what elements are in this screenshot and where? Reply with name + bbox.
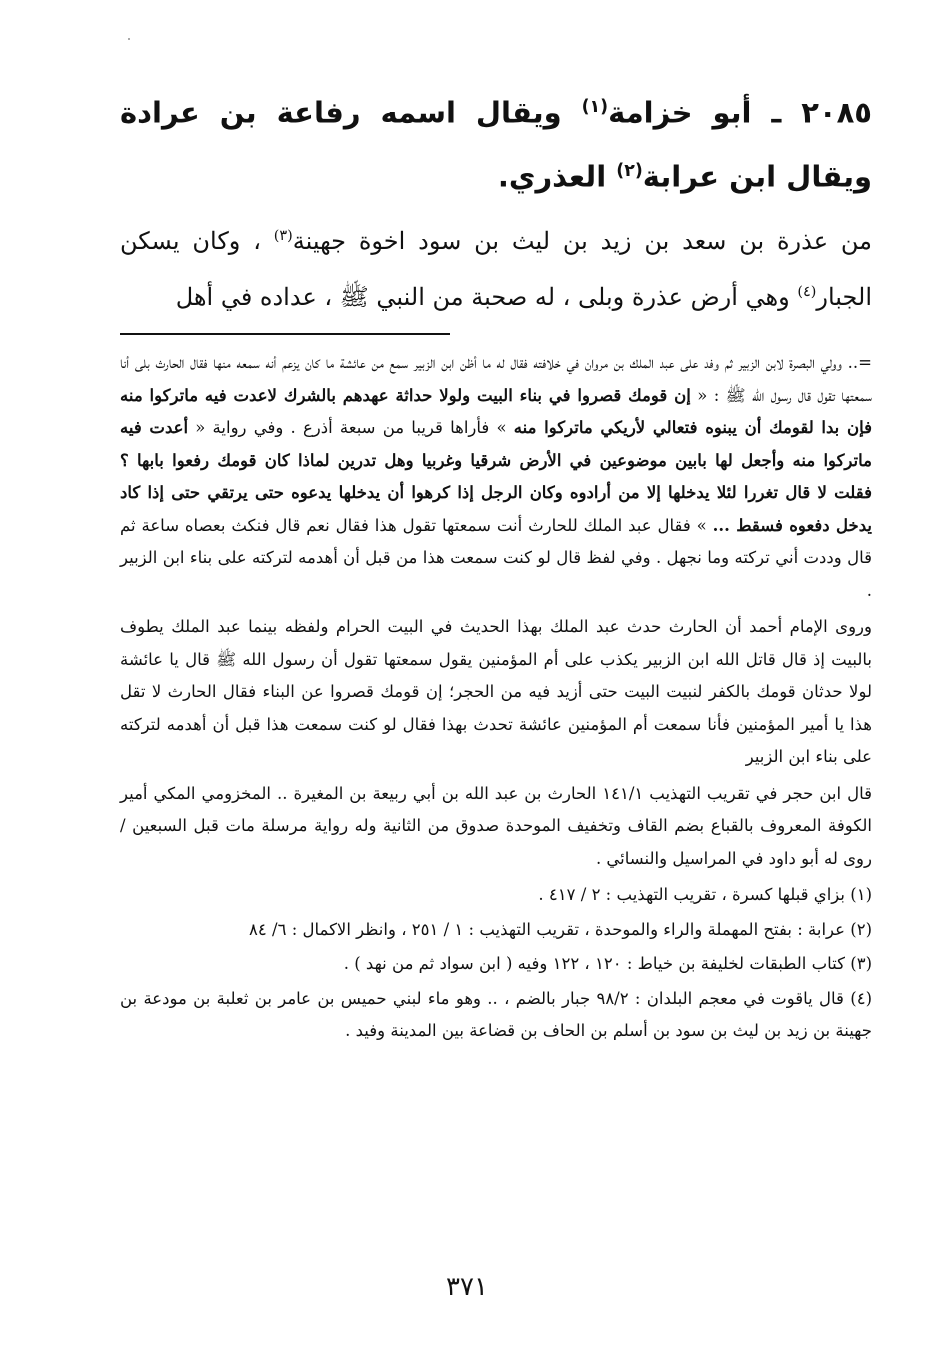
entry-body [120,211,872,323]
footnote-3: (٣) كتاب الطبقات لخليفة بن خياط : ١٢٠ ، ١٢٢ وفيه ( ابن سواد ثم من نهد ) . [343,954,872,974]
note-tail: » فقال عبد الملك للحارث أنت سمعتها تقول هذا فقال نعم قال فنكث بعصاه ساعة ثم قال وددت أني تركته وما نجهل . وفي لفظ قال لو كنت سمعت هذا من قبل أن أهدمه لتركته على بناء ابن الزبير . [120,515,872,600]
ibn-hajar-note: قال ابن حجر في تقريب التهذيب ١٤١/١ الحارث بن عبد الله بن أبي ربيعة بن المغيرة .. المخزومي المكي أمير الكوفة المعروف بالقباع بضم القاف وتخفيف الموحدة صدوق من الثانية وله رواية مرسلة مات قبل السبعين / روى له أبو داود في المراسيل والنسائي . [120,783,872,868]
footnote-2: (٢) عرابة : بفتح المهملة والراء والموحدة ، تقريب التهذيب : ١ / ٢٥١ ، وانظر الاكمال : ٦/ ٨٤ [249,919,872,939]
body-part-b: ، وكان يسكن الجبار [120,227,872,312]
footnote-1: (١) بزاي قبلها كسرة ، تقريب التهذيب : ٢ / ٤١٧ . [538,885,872,905]
footnote-4: (٤) قال ياقوت في معجم البلدان : ٩٨/٢ جبار بالضم ، .. وهو ماء لبني حميس بن عامر بن ثعلبة بن مودعة بن جهينة بن زيد بن ليث بن سود بن أسلم بن الحاف بن قضاعة بين المدينة وفيد . [120,988,872,1041]
footnote-divider [120,333,450,335]
page-body [120,78,872,1050]
entry-heading [120,78,872,205]
heading-part-b: ويقال اسمه رفاعة بن عرادة ويقال ابن عرابة [120,95,872,194]
note-mid: » فأراها قريبا من سبعة أذرع . وفي رواية « [188,418,514,438]
note-lead: =.. وولي البصرة لابن الزبير ثم وفد على عبد الملك بن مروان في خلافته فقال له ما أظن ابن الزبير سمع من عائشة ما كان يزعم أنه سمعه منها فقال الحارث بلى أنا سمعتها تقول قال رسول الله ﷺ : « [120,353,873,405]
page-number: ٣٧١ [446,1272,488,1302]
scan-speck [128,38,130,40]
hadith-quote-2: أعدت فيه ماتركوا منه وأجعل لها بابين موضوعين في الأرض شرقيا وغربيا وهل تدرين لماذا كان قومك رفعوا بابها ؟ فقلت لا قال تغررا لئلا يدخلها إلا من أرادوه وكان الرجل إذا كرهوا أن يدخلها يدعوه حتى يرتقي حتى إذا كاد يدخل دفعوه فسقط ... [120,418,872,535]
footnote-marker-3[interactable]: (٣) [273,228,293,245]
footnote-marker-4[interactable]: (٤) [797,284,817,301]
hadith-quote-1: إن قومك قصروا في بناء البيت ولولا حداثة عهدهم بالشرك لاعدت فيه ماتركوا منه فإن بدا لقومك أن يبنوه فتعالي لأريكي ماتركوا منه [120,385,872,438]
body-part-a: من عذرة بن سعد بن زيد بن ليث بن سود اخوة جهينة [292,227,872,256]
footnote-marker-1[interactable]: (١) [581,97,609,117]
heading-part-c: العذري. [497,159,617,194]
body-part-c: وهي أرض عذرة وبلى ، له صحبة من النبي ﷺ ، عداده في أهل [175,283,798,312]
continued-footnote [120,347,872,607]
heading-part-a: ٢٠٨٥ ـ أبو خزامة [608,95,872,130]
ahmad-note: وروى الإمام أحمد أن الحارث حدث عبد الملك بهذا الحديث في البيت الحرام ولفظه بينما عبد الملك يطوف بالبيت إذ قال قاتل الله ابن الزبير يكذب على أم المؤمنين يقول سمعتها تقول أن رسول الله ﷺ قال يا عائشة لولا حدثان قومك بالكفر لنبيت البيت حتى أزيد فيه من الحجر؛ إن قومك قصروا عن البناء فقال الحارث لا تقل هذا يا أمير المؤمنين فأنا سمعت أم المؤمنين عائشة تحدث بهذا فقال لو كنت سمعت هذا قبل أن أهدمه لتركته على بناء ابن الزبير [120,617,872,767]
footnote-marker-2[interactable]: (٢) [616,160,643,181]
